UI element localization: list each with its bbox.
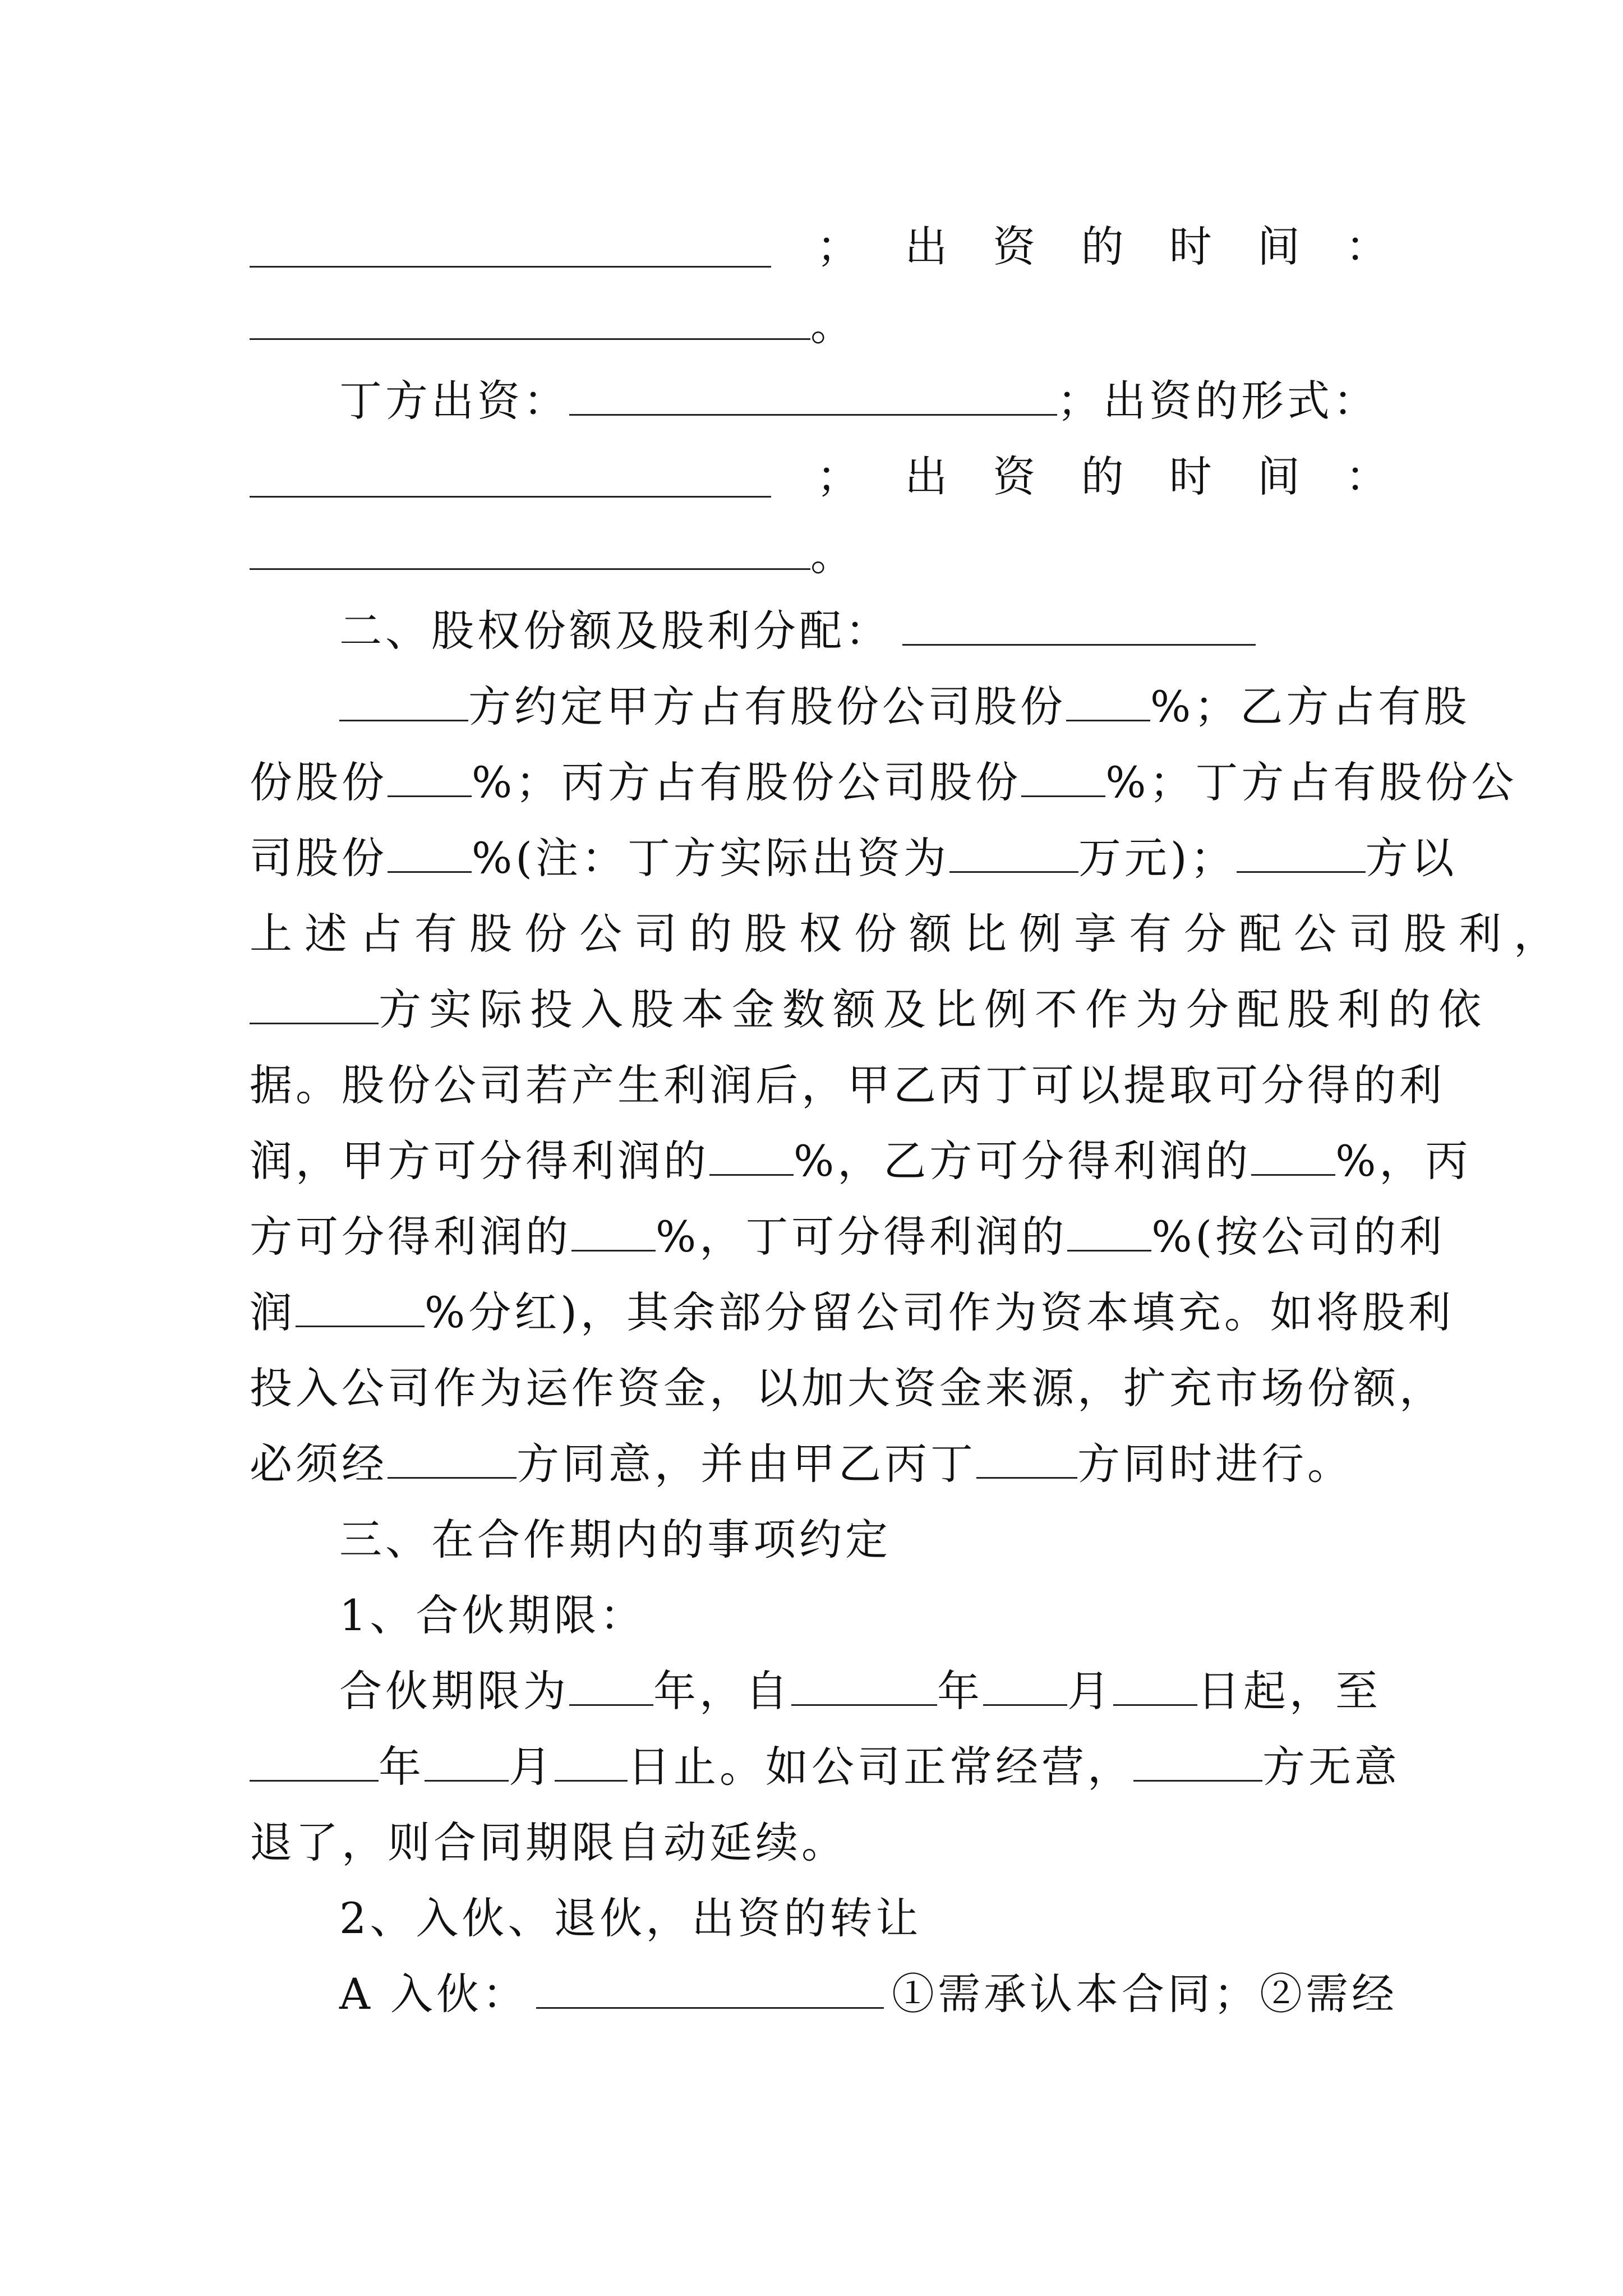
text-segment: 的 <box>1081 222 1124 272</box>
line-10 <box>250 895 1569 973</box>
text-segment: %(按公司的利 <box>1151 1212 1446 1262</box>
text-segment: %，丁可分得利润的 <box>656 1212 1068 1262</box>
text-segment: ；出资的形式： <box>1057 376 1379 426</box>
text-segment: 时 <box>1169 222 1212 272</box>
text-segment: 方实际投入股本金数额及比例不作为分配股利的依 <box>379 984 1489 1034</box>
text-segment: 必须经 <box>250 1439 388 1489</box>
line-6 <box>339 592 1388 670</box>
text-segment: A 入伙： <box>339 1969 529 2019</box>
text-segment: 。 <box>810 300 853 350</box>
text-segment: 司股份 <box>250 833 388 883</box>
text-segment: 投入公司作为运作资金，以加大资金来源，扩充市场份额， <box>250 1363 1445 1413</box>
blank-field[interactable] <box>1133 1741 1262 1782</box>
line-9 <box>250 819 1458 898</box>
text-segment: ； <box>817 452 860 501</box>
blank-field[interactable] <box>791 1665 937 1706</box>
text-segment: 间 <box>1257 222 1300 272</box>
text-segment: %；丁方占有股份公 <box>1105 757 1518 807</box>
text-segment: 出 <box>905 222 948 272</box>
blank-field[interactable] <box>1067 1211 1151 1251</box>
line-22 <box>250 1803 1388 1882</box>
text-segment: 年，自 <box>653 1666 791 1716</box>
line-24 <box>339 1955 1398 2033</box>
text-segment: 润 <box>250 1287 296 1337</box>
text-segment: %；丙方占有股份公司股份 <box>472 757 1022 807</box>
text-segment: 润，甲方可分得利润的 <box>250 1136 709 1186</box>
line-1 <box>250 208 1388 286</box>
blank-field[interactable] <box>388 832 472 873</box>
line-14 <box>250 1198 1446 1276</box>
blank-field[interactable] <box>388 756 472 797</box>
blank-field[interactable] <box>250 457 771 498</box>
text-segment: 方同时进行。 <box>1077 1439 1353 1489</box>
line-11 <box>250 970 1489 1049</box>
text-segment: 方无意 <box>1262 1742 1400 1792</box>
blank-field[interactable] <box>1021 756 1105 797</box>
text-segment: %，丙 <box>1335 1136 1472 1186</box>
text-segment: 日止。如公司正常经营， <box>628 1742 1133 1792</box>
text-segment: ： <box>1345 222 1388 272</box>
text-segment: 时 <box>1169 452 1212 501</box>
blank-field[interactable] <box>709 1135 794 1176</box>
text-segment: ①需承认本合同；②需经 <box>892 1969 1398 2019</box>
blank-field[interactable] <box>949 832 1078 873</box>
line-20 <box>339 1652 1388 1731</box>
text-segment: 的 <box>1081 452 1124 501</box>
blank-field[interactable] <box>1251 1135 1335 1176</box>
sub-heading: 1、合伙期限： <box>339 1590 646 1640</box>
blank-field[interactable] <box>388 1438 517 1479</box>
blank-field[interactable] <box>902 605 1256 646</box>
text-segment: 月 <box>509 1742 555 1792</box>
text-segment: ： <box>1345 452 1388 501</box>
line-3 <box>339 362 1388 440</box>
line-12 <box>250 1046 1445 1125</box>
line-17 <box>250 1425 1388 1503</box>
blank-field[interactable] <box>569 375 1057 416</box>
section-heading: 三、在合作期内的事项约定 <box>339 1515 891 1565</box>
text-segment: 方同意，并由甲乙丙丁 <box>517 1439 976 1489</box>
text-segment: 方以 <box>1365 833 1458 883</box>
text-segment: %分红)，其余部分留公司作为资本填充。如将股利 <box>425 1287 1454 1337</box>
line-7 <box>339 668 1470 746</box>
text-segment: 丁方出资： <box>339 376 569 426</box>
text-segment: 资 <box>993 222 1036 272</box>
text-segment: %，乙方可分得利润的 <box>794 1136 1252 1186</box>
blank-field[interactable] <box>536 1968 884 2009</box>
text-segment: 方约定甲方占有股份公司股份 <box>468 682 1066 731</box>
section-heading: 二、股权份额及股利分配： <box>339 606 891 656</box>
text-segment: 。 <box>810 530 853 580</box>
blank-field[interactable] <box>1237 832 1366 873</box>
text-segment: 月 <box>1067 1666 1113 1716</box>
text-segment: 资 <box>993 452 1036 501</box>
blank-field[interactable] <box>250 299 810 340</box>
blank-field[interactable] <box>250 1741 379 1782</box>
blank-field[interactable] <box>569 1665 653 1706</box>
blank-field[interactable] <box>296 1286 425 1327</box>
blank-field[interactable] <box>1113 1665 1197 1706</box>
text-segment: %(注：丁方实际出资为 <box>472 833 949 883</box>
line-13 <box>250 1122 1472 1200</box>
text-segment: 方可分得利润的 <box>250 1212 571 1262</box>
line-2 <box>250 286 1388 365</box>
text-segment: 间 <box>1257 452 1300 501</box>
line-19 <box>339 1576 1388 1655</box>
text-segment: %；乙方占有股 <box>1150 682 1470 731</box>
blank-field[interactable] <box>983 1665 1067 1706</box>
line-16 <box>250 1349 1445 1428</box>
blank-field[interactable] <box>1066 680 1150 721</box>
text-segment: 出 <box>905 452 948 501</box>
text-segment: 万元)； <box>1078 833 1237 883</box>
blank-field[interactable] <box>250 529 810 570</box>
blank-field[interactable] <box>555 1741 628 1782</box>
text-segment: 合伙期限为 <box>339 1666 569 1716</box>
line-5 <box>250 516 1388 595</box>
line-4 <box>250 438 1388 516</box>
line-23 <box>339 1879 1388 1958</box>
line-21 <box>250 1728 1400 1806</box>
text-segment: 年 <box>379 1742 425 1792</box>
text-segment: ； <box>817 222 860 272</box>
blank-field[interactable] <box>425 1741 509 1782</box>
blank-field[interactable] <box>976 1438 1077 1479</box>
blank-field[interactable] <box>571 1211 656 1251</box>
blank-field[interactable] <box>250 227 771 268</box>
text-segment: 日起，至 <box>1197 1666 1381 1716</box>
blank-field[interactable] <box>250 983 379 1024</box>
line-15 <box>250 1273 1454 1352</box>
blank-field[interactable] <box>339 680 468 721</box>
line-18 <box>339 1501 1388 1579</box>
text-segment: 据。股份公司若产生利润后，甲乙丙丁可以提取可分得的利 <box>250 1060 1445 1110</box>
sub-heading: 2、入伙、退伙，出资的转让 <box>339 1893 922 1943</box>
text-segment: 上述占有股份公司的股权份额比例享有分配公司股利， <box>250 909 1569 959</box>
text-segment: 退了，则合同期限自动延续。 <box>250 1818 847 1867</box>
text-segment: 年 <box>937 1666 983 1716</box>
line-8 <box>250 743 1518 822</box>
text-segment: 份股份 <box>250 757 388 807</box>
